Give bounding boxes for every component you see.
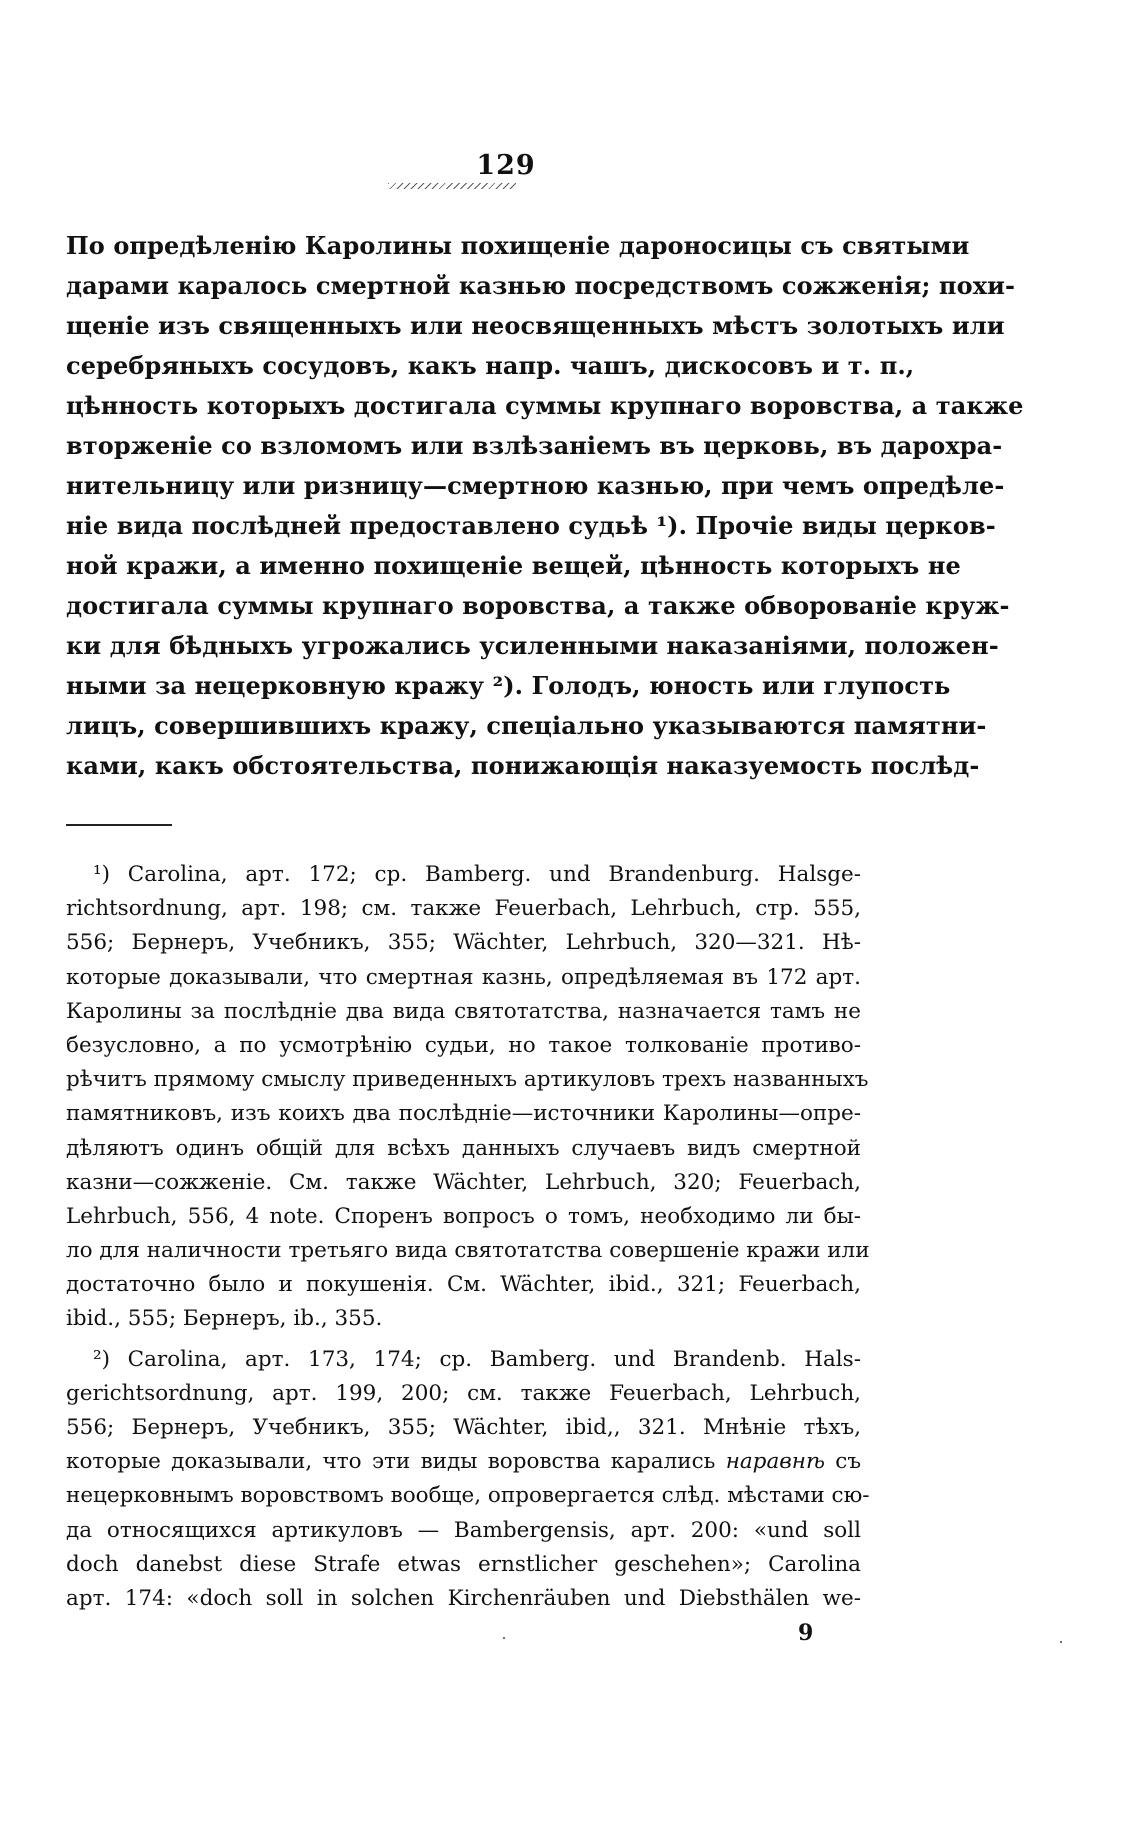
footnote-line: gerichtsordnung, арт. 199, 200; см. также Feuerbach, Lehrbuch, — [66, 1380, 861, 1406]
footnote-line: ¹) Carolina, арт. 172; ср. Bamberg. und Brandenburg. Halsge- — [93, 862, 861, 887]
page-number: 129 — [476, 150, 536, 181]
footnote-line: памятниковъ, изъ коихъ два послѣдніе—источники Каролины—опре- — [66, 1101, 861, 1127]
main-line: серебряныхъ сосудовъ, какъ напр. чашъ, дискосовъ и т. п., — [66, 351, 915, 380]
footnote-line: рѣчитъ прямому смыслу приведенныхъ артикуловъ трехъ названныхъ — [66, 1067, 869, 1093]
main-line: вторженіе со взломомъ или взлѣзаніемъ въ церковь, въ дарохра- — [66, 431, 1003, 460]
main-line: ными за нецерковную кражу ²). Голодъ, юность или глупость — [66, 671, 951, 700]
footnote-line: дѣляютъ одинъ общій для всѣхъ данныхъ случаевъ видъ смертной — [66, 1135, 861, 1161]
footnote-line: ibid., 555; Бернеръ, ib., 355. — [66, 1306, 383, 1332]
footnote-line: казни—сожженіе. См. также Wächter, Lehrbuch, 320; Feuerbach, — [66, 1169, 861, 1195]
footnote-separator — [66, 824, 172, 826]
main-line: ніе вида послѣдней предоставлено судьѣ ¹). Прочіе виды церков- — [66, 511, 996, 540]
italic-word: наравнѣ — [725, 1449, 825, 1475]
signature-mark: 9 — [798, 1620, 814, 1646]
main-line: достигала суммы крупнаго воровства, а также обворованіе круж- — [66, 591, 1010, 620]
main-line: нительницу или ризницу—смертною казнью, при чемъ опредѣле- — [66, 471, 1005, 500]
footnote-text: которые доказывали, что эти виды воровства карались — [66, 1449, 726, 1475]
footnote-line: которые доказывали, что смертная казнь, опредѣляемая въ 172 арт. — [66, 964, 861, 990]
main-line: щеніе изъ священныхъ или неосвященныхъ мѣстъ золотыхъ или — [66, 311, 1005, 340]
main-line: По опредѣленію Каролины похищеніе дароносицы съ святыми — [66, 231, 970, 260]
footnote-line: 556; Бернеръ, Учебникъ, 355; Wächter, ibid,, 321. Мнѣніе тѣхъ, — [66, 1415, 861, 1440]
footnote-line-with-italic — [66, 1445, 861, 1479]
footnote-line: richtsordnung, арт. 198; см. также Feuerbach, Lehrbuch, стр. 555, — [66, 896, 861, 922]
footnote-line: ²) Carolina, арт. 173, 174; ср. Bamberg. und Brandenb. Hals- — [93, 1346, 861, 1372]
print-speck — [503, 1637, 505, 1639]
footnote-text: съ — [824, 1449, 861, 1475]
footnote-line: да относящихся артикуловъ — Bambergensis, арт. 200: «und soll — [66, 1517, 861, 1543]
footnote-line: нецерковнымъ воровствомъ вообще, опровергается слѣд. мѣстами сю- — [66, 1483, 870, 1509]
main-paragraph — [66, 226, 1024, 786]
footnote-line: Lehrbuch, 556, 4 note. Споренъ вопросъ о томъ, необходимо ли бы- — [66, 1203, 861, 1229]
main-line: лицъ, совершившихъ кражу, спеціально указываются памятни- — [66, 711, 987, 740]
footnote-line: ло для наличности третьяго вида святотатства совершеніе кражи или — [66, 1238, 870, 1264]
main-line: ной кражи, а именно похищеніе вещей, цѣнность которыхъ не — [66, 551, 961, 580]
footnote-line: 556; Бернеръ, Учебникъ, 355; Wächter, Lehrbuch, 320—321. Нѣ- — [66, 930, 861, 956]
main-line: ками, какъ обстоятельства, понижающія наказуемость послѣд- — [66, 751, 980, 780]
footnote-line: безусловно, а по усмотрѣнію судьи, но такое толкованіе противо- — [66, 1032, 861, 1058]
footnote-line: doch danebst diese Strafe etwas ernstlicher geschehen»; Carolina — [66, 1551, 861, 1577]
print-speck — [1060, 1641, 1062, 1643]
footnotes — [66, 858, 870, 1616]
page-number-ornament — [388, 183, 516, 189]
footnote-2 — [66, 1343, 870, 1617]
footnote-line: арт. 174: «doch soll in solchen Kirchenräuben und Diebsthälen we- — [66, 1585, 861, 1611]
main-line: дарами каралось смертной казнью посредствомъ сожженія; похи- — [66, 271, 1016, 300]
main-line: ки для бѣдныхъ угрожались усиленными наказаніями, положен- — [66, 631, 999, 660]
footnote-line: Каролины за послѣдніе два вида святотатства, назначается тамъ не — [66, 998, 861, 1024]
footnote-1 — [66, 858, 870, 1337]
footnote-line: достаточно было и покушенія. См. Wächter, ibid., 321; Feuerbach, — [66, 1272, 861, 1298]
main-line: цѣнность которыхъ достигала суммы крупнаго воровства, а также — [66, 391, 1024, 420]
